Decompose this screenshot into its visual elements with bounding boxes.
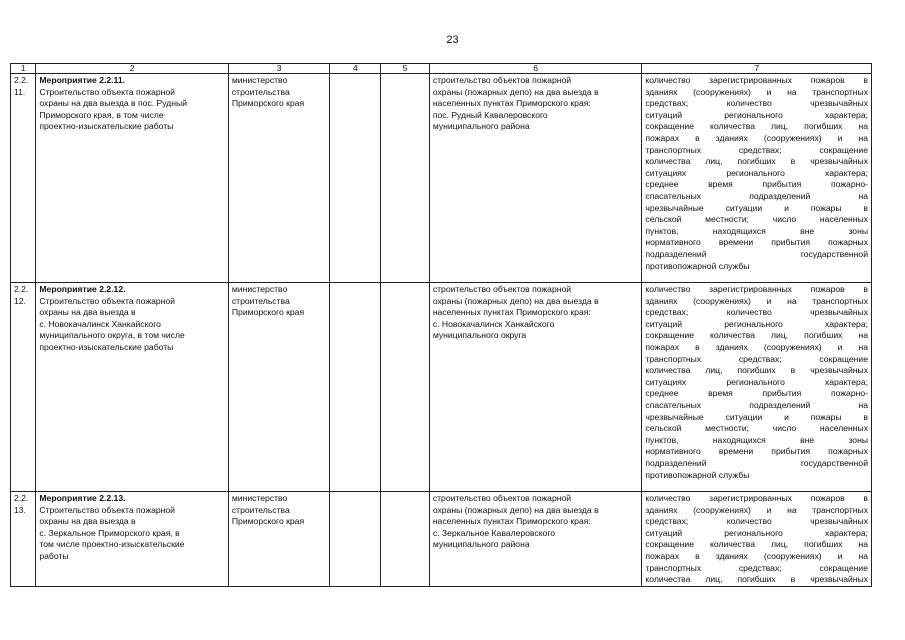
column-header: 2 — [36, 64, 229, 74]
column-4-cell — [330, 74, 381, 283]
indicator-line: транспортных средствах; сокращение — [645, 353, 868, 364]
result-cell: строительство объектов пожарной охраны (пожарных депо) на два выезда в населенных пунктах Приморского края: с. Новокачалинск Ханкайского муниципального округа — [429, 283, 642, 492]
indicator-line: чрезвычайные ситуации и пожары в — [645, 411, 868, 422]
result-cell: строительство объектов пожарной охраны (пожарных депо) на два выезда в населенных пунктах Приморского края: пос. Рудный Кавалеровского муниципального района — [429, 74, 642, 283]
event-title: Мероприятие 2.2.13. — [39, 493, 126, 503]
event-title: Мероприятие 2.2.11. — [39, 75, 126, 85]
indicator-line: спасательных подразделений на — [645, 190, 868, 201]
indicator-line: ситуациях регионального характера; — [645, 376, 868, 387]
indicator-line: зданиях (сооружениях) и на транспортных — [645, 504, 868, 515]
event-title: Мероприятие 2.2.12. — [39, 284, 126, 294]
indicator-line: подразделений государственной — [645, 248, 868, 259]
indicator-line: сокращение количества лиц, погибших на — [645, 539, 868, 550]
indicators-cell — [642, 492, 872, 587]
table-row — [11, 492, 872, 587]
indicator-line: средствах; количество чрезвычайных — [645, 307, 868, 318]
column-4-cell — [330, 283, 381, 492]
indicator-line: пунктов, находящихся вне зоны — [645, 434, 868, 445]
indicator-line: ситуаций регионального характера; — [645, 109, 868, 120]
indicator-line: противопожарной службы — [645, 469, 750, 480]
column-header: 4 — [330, 64, 381, 74]
indicator-line: пожарах в зданиях (сооружениях) и на — [645, 132, 868, 143]
indicator-line: ситуациях регионального характера; — [645, 167, 868, 178]
column-header: 7 — [642, 64, 872, 74]
row-number: 2.2. 13. — [11, 492, 36, 587]
indicator-line: пожарах в зданиях (сооружениях) и на — [645, 550, 868, 561]
column-header: 3 — [228, 64, 330, 74]
table-row — [11, 74, 872, 283]
indicator-line: сельской местности; число населенных — [645, 423, 868, 434]
column-4-cell — [330, 492, 381, 587]
indicator-line: ситуаций регионального характера; — [645, 527, 868, 538]
row-number: 2.2. 12. — [11, 283, 36, 492]
indicator-line: зданиях (сооружениях) и на транспортных — [645, 86, 868, 97]
indicator-line: нормативного времени прибытия пожарных — [645, 446, 868, 457]
executor-cell: министерство строительства Приморского края — [228, 283, 330, 492]
indicator-line: транспортных средствах; сокращение — [645, 562, 868, 573]
event-cell — [36, 283, 229, 492]
indicator-line: нормативного времени прибытия пожарных — [645, 237, 868, 248]
table-row — [11, 283, 872, 492]
indicator-line: подразделений государственной — [645, 457, 868, 468]
indicators-cell — [642, 74, 872, 283]
indicator-line: количество зарегистрированных пожаров в — [645, 493, 868, 503]
event-cell — [36, 74, 229, 283]
indicator-line: количества лиц, погибших в чрезвычайных — [645, 365, 868, 376]
indicator-line: пунктов, находящихся вне зоны — [645, 225, 868, 236]
indicator-line: спасательных подразделений на — [645, 399, 868, 410]
indicator-line: сокращение количества лиц, погибших на — [645, 330, 868, 341]
event-text: Строительство объекта пожарной охраны на два выезда в с. Зеркальное Приморского края, в том числе проектно-изыскательские работы — [39, 504, 185, 561]
indicator-line: средствах; количество чрезвычайных — [645, 516, 868, 527]
indicators-cell — [642, 283, 872, 492]
indicator-line: транспортных средствах; сокращение — [645, 144, 868, 155]
indicator-line: пожарах в зданиях (сооружениях) и на — [645, 341, 868, 352]
column-header: 1 — [11, 64, 36, 74]
row-number: 2.2. 11. — [11, 74, 36, 283]
indicator-line: средствах; количество чрезвычайных — [645, 98, 868, 109]
indicator-line: количества лиц, погибших в чрезвычайных — [645, 156, 868, 167]
event-cell — [36, 492, 229, 587]
indicator-line: сокращение количества лиц, погибших на — [645, 121, 868, 132]
page-number: 23 — [446, 34, 459, 46]
column-header: 6 — [429, 64, 642, 74]
indicator-line: чрезвычайные ситуации и пожары в — [645, 202, 868, 213]
column-5-cell — [381, 492, 430, 587]
indicator-line: количество зарегистрированных пожаров в — [645, 284, 868, 294]
column-5-cell — [381, 283, 430, 492]
column-header: 5 — [381, 64, 430, 74]
activities-table — [10, 63, 872, 587]
indicator-line: противопожарной службы — [645, 260, 750, 271]
event-text: Строительство объекта пожарной охраны на два выезда в пос. Рудный Приморского края, в том числе проектно-изыскательские работы — [39, 86, 187, 132]
header-row — [11, 64, 872, 74]
indicator-line: количество зарегистрированных пожаров в — [645, 75, 868, 85]
result-cell: строительство объектов пожарной охраны (пожарных депо) на два выезда в населенных пунктах Приморского края: с. Зеркальное Кавалеровского муниципального района — [429, 492, 642, 587]
indicator-line: сельской местности; число населенных — [645, 214, 868, 225]
indicator-line: зданиях (сооружениях) и на транспортных — [645, 295, 868, 306]
event-text: Строительство объекта пожарной охраны на два выезда в с. Новокачалинск Ханкайского муниципального округа, в том числе проектно-изыскательские работы — [39, 295, 185, 352]
indicator-line: ситуаций регионального характера; — [645, 318, 868, 329]
indicator-line: среднее время прибытия пожарно- — [645, 179, 868, 190]
executor-cell: министерство строительства Приморского края — [228, 74, 330, 283]
indicator-line: количества лиц, погибших в чрезвычайных — [645, 574, 868, 585]
indicator-line: среднее время прибытия пожарно- — [645, 388, 868, 399]
executor-cell: министерство строительства Приморского края — [228, 492, 330, 587]
column-5-cell — [381, 74, 430, 283]
